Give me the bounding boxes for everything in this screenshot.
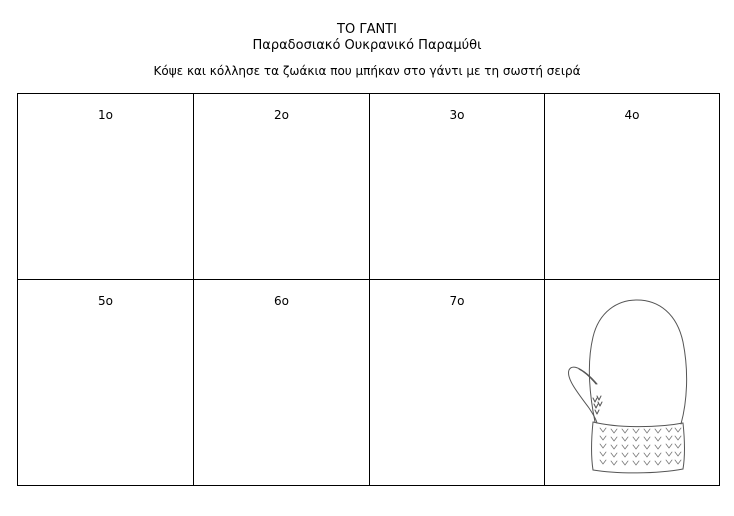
answer-cell-4 <box>545 94 719 280</box>
cell-label-5: 5ο <box>98 294 113 308</box>
cell-label-6: 6ο <box>274 294 289 308</box>
cell-label-1: 1ο <box>98 108 113 122</box>
worksheet-instruction: Κόψε και κόλλησε τα ζωάκια που μπήκαν στο γάντι με τη σωστή σειρά <box>153 64 581 78</box>
mitten-icon <box>567 292 697 477</box>
cell-label-4: 4ο <box>624 108 640 122</box>
cell-label-7: 7ο <box>449 294 465 308</box>
answer-cell-3 <box>370 94 545 280</box>
cell-label-2: 2ο <box>274 108 289 122</box>
cell-label-3: 3ο <box>449 108 465 122</box>
answer-cell-1 <box>18 94 194 280</box>
answer-cell-5 <box>18 280 194 485</box>
illustration-cell <box>545 280 719 485</box>
worksheet-title: ΤΟ ΓΑΝΤΙ <box>337 22 397 37</box>
worksheet-subtitle: Παραδοσιακό Ουκρανικό Παραμύθι <box>252 38 482 53</box>
answer-cell-7 <box>370 280 545 485</box>
answer-grid <box>17 93 720 486</box>
answer-cell-2 <box>194 94 370 280</box>
answer-cell-6 <box>194 280 370 485</box>
